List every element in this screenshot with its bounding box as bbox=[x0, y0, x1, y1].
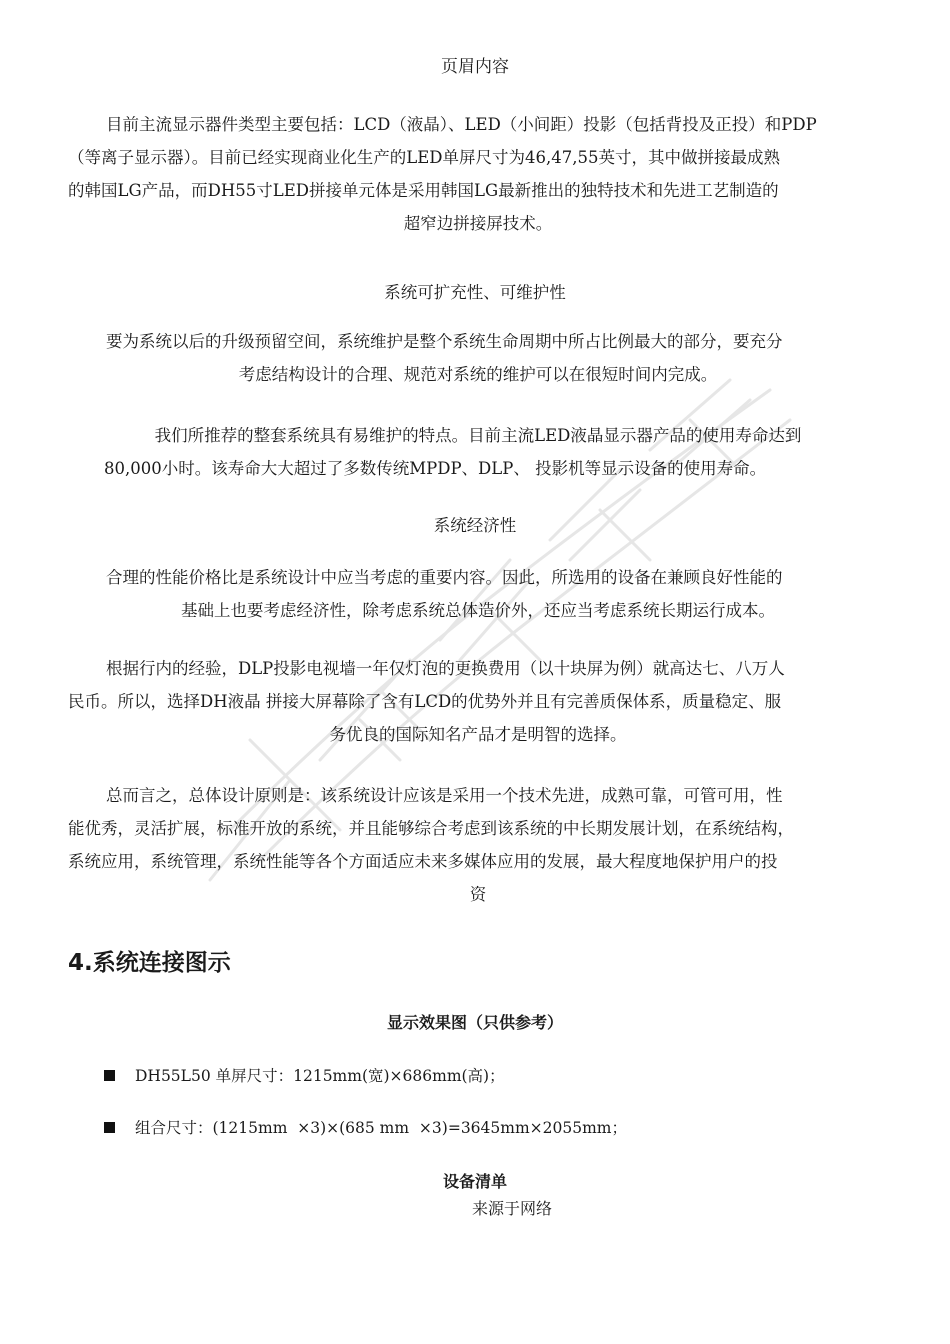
scalability-paragraph-2 bbox=[68, 419, 888, 485]
intro-line-2: （等离子显示器）。目前已经实现商业化生产的LED单屏尺寸为46,47,55英寸，其中做拼接最成熟 bbox=[68, 148, 780, 167]
scalability-p1-line-1: 要为系统以后的升级预留空间，系统维护是整个系统生命周期中所占比例最大的部分，要充分 bbox=[106, 332, 783, 351]
bullet-text: DH55L50 单屏尺寸：1215mm(宽)×686mm(高)； bbox=[135, 1067, 505, 1085]
bullet-square-icon bbox=[104, 1122, 115, 1133]
scalability-p2-line-1: 我们所推荐的整套系统具有易维护的特点。目前主流LED液晶显示器产品的使用寿命达到 bbox=[154, 426, 802, 445]
intro-line-3: 的韩国LG产品，而DH55寸LED拼接单元体是采用韩国LG最新推出的独特技术和先进工艺制造的 bbox=[68, 181, 779, 200]
scalability-p2-line-2: 80,000小时。该寿命大大超过了多数传统MPDP、DLP、 投影机等显示设备的使用寿命。 bbox=[104, 459, 767, 478]
summary-line-4: 资 bbox=[469, 885, 487, 904]
economy-paragraph-2 bbox=[68, 652, 888, 751]
economy-p2-line-3: 务优良的国际知名产品才是明智的选择。 bbox=[329, 725, 627, 744]
economy-paragraph-1 bbox=[68, 561, 888, 627]
summary-line-1: 总而言之，总体设计原则是：该系统设计应该是采用一个技术先进，成熟可靠，可管可用，性 bbox=[106, 786, 783, 805]
economy-p1-line-1: 合理的性能价格比是系统设计中应当考虑的重要内容。因此，所选用的设备在兼顾良好性能的 bbox=[106, 568, 783, 587]
figure-title: 显示效果图（只供参考） bbox=[386, 1013, 563, 1032]
equipment-list-title: 设备清单 bbox=[442, 1172, 507, 1191]
summary-paragraph bbox=[68, 779, 888, 911]
scalability-paragraph-1 bbox=[68, 325, 888, 391]
source-note: 来源于网络 bbox=[472, 1199, 553, 1218]
bullet-item bbox=[104, 1064, 505, 1086]
bullet-item bbox=[104, 1116, 627, 1138]
summary-line-3: 系统应用，系统管理，系统性能等各个方面适应未来多媒体应用的发展，最大程度地保护用户的投 bbox=[68, 852, 778, 871]
summary-line-2: 能优秀，灵活扩展，标准开放的系统，并且能够综合考虑到该系统的中长期发展计划，在系统结构， bbox=[68, 819, 794, 838]
intro-line-4: 超窄边拼接屏技术。 bbox=[403, 214, 553, 233]
intro-paragraph bbox=[68, 108, 888, 240]
economy-p2-line-2: 民币。所以，选择DH液晶 拼接大屏幕除了含有LCD的优势外并且有完善质保体系，质量稳定、服 bbox=[68, 692, 782, 711]
scalability-title: 系统可扩充性、可维护性 bbox=[384, 283, 566, 302]
economy-p2-line-1: 根据行内的经验，DLP投影电视墙一年仅灯泡的更换费用（以十块屏为例）就高达七、八万人 bbox=[106, 659, 785, 678]
scalability-p1-line-2: 考虑结构设计的合理、规范对系统的维护可以在很短时间内完成。 bbox=[238, 365, 718, 384]
page-header: 页眉内容 bbox=[441, 57, 509, 77]
bullet-text: 组合尺寸：(1215mm ×3)×(685 mm ×3)=3645mm×2055mm； bbox=[135, 1119, 627, 1137]
economy-title: 系统经济性 bbox=[433, 516, 517, 535]
intro-line-1: 目前主流显示器件类型主要包括：LCD（液晶）、LED（小间距）投影（包括背投及正投）和PDP bbox=[106, 115, 817, 134]
economy-p1-line-2: 基础上也要考虑经济性，除考虑系统总体造价外，还应当考虑系统长期运行成本。 bbox=[181, 601, 775, 620]
bullet-square-icon bbox=[104, 1070, 115, 1081]
section-4-heading: 4.系统连接图示 bbox=[68, 950, 231, 976]
